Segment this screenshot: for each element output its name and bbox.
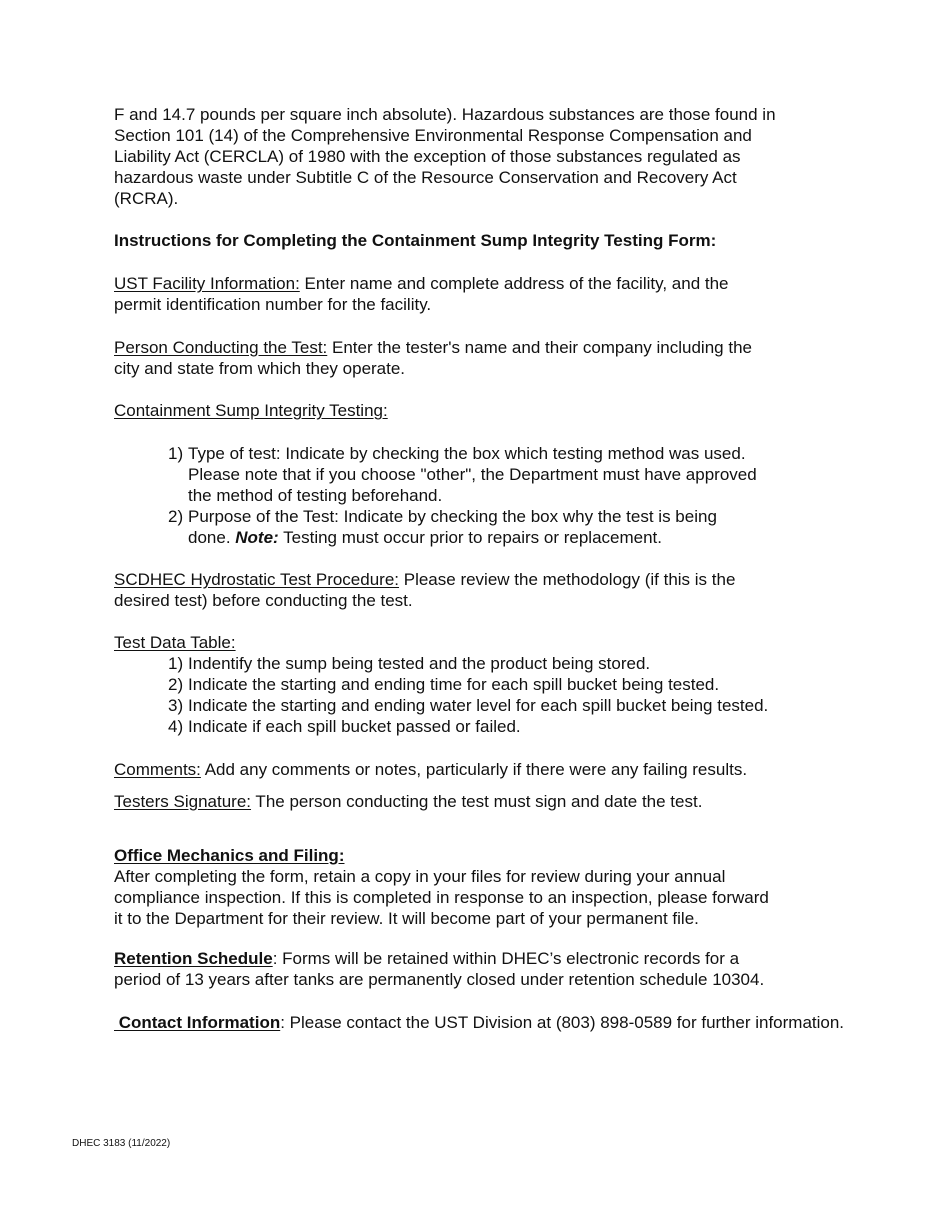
sump-testing-section	[114, 400, 914, 421]
list-item-number: 1)	[168, 444, 184, 463]
sump-testing-list	[168, 443, 848, 548]
office-text: After completing the form, retain a copy in your files for review during your annual	[114, 867, 726, 886]
list-item-text: Testing must occur prior to repairs or replacement.	[278, 528, 663, 547]
retention-section	[114, 948, 914, 990]
list-item	[168, 674, 868, 695]
signature-text: The person conducting the test must sign and date the test.	[251, 792, 703, 811]
person-conducting-text-2: city and state from which they operate.	[114, 359, 406, 378]
intro-line: (RCRA).	[114, 189, 179, 208]
retention-text-2: period of 13 years after tanks are permanently closed under retention schedule 10304.	[114, 970, 765, 989]
office-text: compliance inspection. If this is completed in response to an inspection, please forward	[114, 888, 769, 907]
intro-line: F and 14.7 pounds per square inch absolute). Hazardous substances are those found in	[114, 105, 776, 124]
hydrostatic-text-2: desired test) before conducting the test.	[114, 591, 413, 610]
office-heading: Office Mechanics and Filing:	[114, 846, 345, 865]
list-item-text: Purpose of the Test: Indicate by checking the box why the test is being	[188, 507, 717, 526]
retention-label: Retention Schedule	[114, 949, 273, 968]
contact-text: : Please contact the UST Division at (803) 898-0589 for further information.	[280, 1013, 845, 1032]
list-item-number: 2)	[168, 675, 184, 694]
list-item-text: Indentify the sump being tested and the product being stored.	[188, 654, 651, 673]
intro-line: Section 101 (14) of the Comprehensive Environmental Response Compensation and	[114, 126, 752, 145]
contact-section	[114, 1012, 934, 1033]
list-item	[168, 443, 848, 506]
intro-line: Liability Act (CERCLA) of 1980 with the exception of those substances regulated as	[114, 147, 741, 166]
test-data-table-label: Test Data Table:	[114, 633, 236, 652]
hydrostatic-text: Please review the methodology (if this is the	[399, 570, 736, 589]
intro-line: hazardous waste under Subtitle C of the Resource Conservation and Recovery Act	[114, 168, 737, 187]
facility-info-text-2: permit identification number for the facility.	[114, 295, 432, 314]
list-item-number: 3)	[168, 696, 184, 715]
comments-text: Add any comments or notes, particularly if there were any failing results.	[200, 760, 748, 779]
signature-label: Testers Signature:	[114, 792, 252, 811]
retention-text: : Forms will be retained within DHEC’s electronic records for a	[272, 949, 740, 968]
list-item-number: 2)	[168, 507, 184, 526]
instructions-heading: Instructions for Completing the Containment Sump Integrity Testing Form:	[114, 231, 717, 250]
list-item	[168, 716, 868, 737]
list-item	[168, 506, 848, 548]
list-item-number: 1)	[168, 654, 184, 673]
office-text: it to the Department for their review. It will become part of your permanent file.	[114, 909, 699, 928]
list-item-text: done.	[188, 528, 236, 547]
list-item-text: Please note that if you choose "other", the Department must have approved	[188, 465, 757, 484]
instructions-heading-block	[114, 230, 914, 251]
person-conducting-label: Person Conducting the Test:	[114, 338, 328, 357]
hydrostatic-section	[114, 569, 914, 611]
facility-info-label: UST Facility Information:	[114, 274, 300, 293]
person-conducting-section	[114, 337, 914, 379]
facility-info-section	[114, 273, 914, 315]
note-label: Note:	[235, 528, 279, 547]
signature-section	[114, 791, 914, 812]
comments-label: Comments:	[114, 760, 201, 779]
list-item-text: Indicate the starting and ending water level for each spill bucket being tested.	[188, 696, 769, 715]
list-item-text: Indicate if each spill bucket passed or failed.	[188, 717, 521, 736]
list-item	[168, 695, 868, 716]
office-section	[114, 845, 914, 929]
list-item	[168, 653, 868, 674]
list-item-text: Indicate the starting and ending time for each spill bucket being tested.	[188, 675, 720, 694]
list-item-number: 4)	[168, 717, 184, 736]
intro-paragraph	[114, 104, 914, 209]
test-data-table-list	[168, 653, 868, 737]
facility-info-text: Enter name and complete address of the facility, and the	[299, 274, 729, 293]
hydrostatic-label: SCDHEC Hydrostatic Test Procedure:	[114, 570, 400, 589]
test-data-table-section	[114, 632, 914, 653]
sump-testing-label: Containment Sump Integrity Testing:	[114, 401, 388, 420]
list-item-text: the method of testing beforehand.	[188, 486, 443, 505]
contact-label: Contact Information	[114, 1013, 281, 1032]
form-number-footer: DHEC 3183 (11/2022)	[72, 1138, 171, 1149]
list-item-text: Type of test: Indicate by checking the box which testing method was used.	[188, 444, 746, 463]
comments-section	[114, 759, 914, 780]
person-conducting-text: Enter the tester's name and their company including the	[327, 338, 752, 357]
